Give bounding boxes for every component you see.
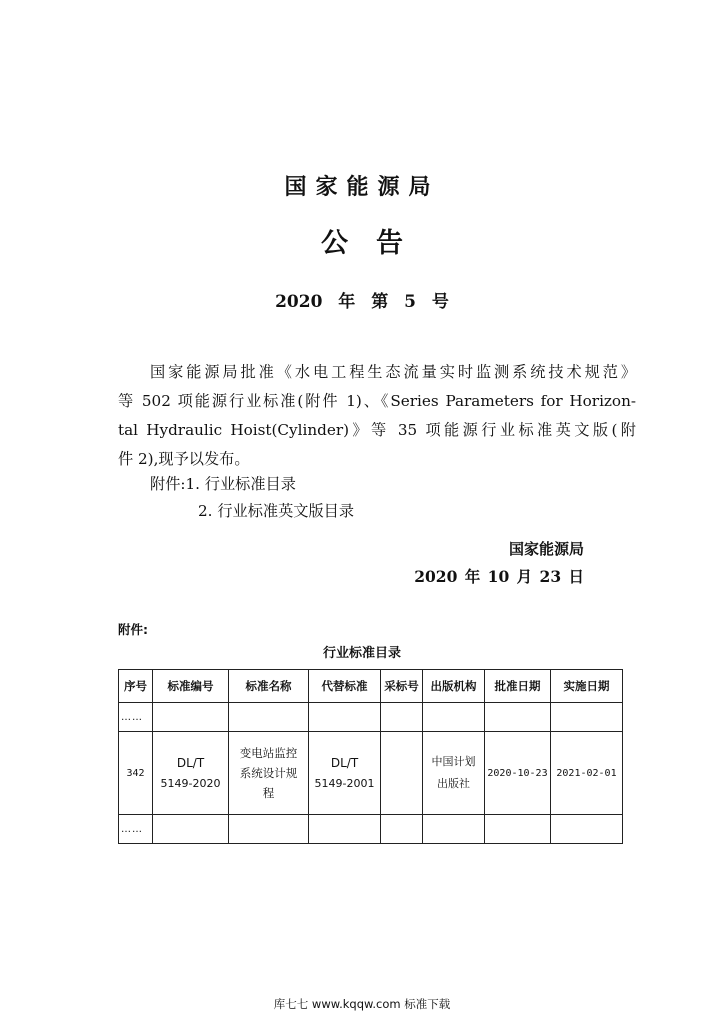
signature-date: 2020 年 10 月 23 日 xyxy=(414,567,584,586)
empty-cell xyxy=(309,703,381,732)
empty-cell xyxy=(485,703,551,732)
table-header-row xyxy=(119,670,623,703)
empty-cell xyxy=(381,815,423,844)
empty-cell xyxy=(485,815,551,844)
column-header-adopted: 采标号 xyxy=(381,670,423,703)
cell-publisher-line-1: 中国计划 xyxy=(431,755,476,768)
cell-name-line-1: 变电站监控 xyxy=(239,746,298,760)
cell-publisher-line-2: 出版社 xyxy=(437,777,470,790)
column-header-effective-date: 实施日期 xyxy=(551,670,623,703)
issuing-authority-title: 国家能源局 xyxy=(284,175,440,200)
column-header-code: 标准编号 xyxy=(153,670,229,703)
attachment-label: 附件: xyxy=(118,622,148,637)
empty-cell xyxy=(551,815,623,844)
empty-cell xyxy=(153,703,229,732)
empty-cell xyxy=(551,703,623,732)
table-row-ellipsis-top xyxy=(119,703,623,732)
column-header-no: 序号 xyxy=(119,670,153,703)
column-header-publisher: 出版机构 xyxy=(423,670,485,703)
body-line-2: 等 502 项能源行业标准(附件 1)、《Series Parameters for Horizon- xyxy=(118,392,636,410)
cell-replaces-line-1: DL/T xyxy=(330,756,359,770)
body-line-4: 件 2),现予以发布。 xyxy=(118,450,250,468)
column-header-name: 标准名称 xyxy=(229,670,309,703)
cell-adopted xyxy=(381,732,423,815)
attachment-item-1: 附件:1. 行业标准目录 xyxy=(150,475,296,493)
column-header-replaces: 代替标准 xyxy=(309,670,381,703)
column-header-approval-date: 批准日期 xyxy=(485,670,551,703)
standards-table xyxy=(118,669,623,844)
empty-cell xyxy=(229,703,309,732)
body-line-3: tal Hydraulic Hoist(Cylinder)》等 35 项能源行业标准英文版(附 xyxy=(118,421,636,439)
cell-approval-date: 2020-10-23 xyxy=(485,732,551,815)
body-line-1: 国家能源局批准《水电工程生态流量实时监测系统技术规范》 xyxy=(150,363,636,381)
cell-publisher xyxy=(423,732,485,815)
cell-replaces xyxy=(309,732,381,815)
table-row-ellipsis-bottom xyxy=(119,815,623,844)
empty-cell xyxy=(153,815,229,844)
issue-number: 2020 年 第 5 号 xyxy=(275,292,449,312)
empty-cell xyxy=(423,703,485,732)
cell-name-line-3: 程 xyxy=(262,786,275,800)
cell-name-line-2: 系统设计规 xyxy=(239,766,298,780)
cell-code-line-2: 5149-2020 xyxy=(160,777,221,790)
empty-cell xyxy=(423,815,485,844)
empty-cell xyxy=(309,815,381,844)
cell-code xyxy=(153,732,229,815)
document-type-title: 公告 xyxy=(321,228,431,259)
cell-replaces-line-2: 5149-2001 xyxy=(314,777,375,790)
empty-cell xyxy=(229,815,309,844)
cell-code-line-1: DL/T xyxy=(176,756,205,770)
cell-no: 342 xyxy=(119,732,153,815)
ellipsis-cell: …… xyxy=(119,815,153,844)
ellipsis-cell: …… xyxy=(119,703,153,732)
footer-watermark-text: 库七七 www.kqqw.com 标准下载 xyxy=(273,997,451,1011)
empty-cell xyxy=(381,703,423,732)
attachment-item-2: 2. 行业标准英文版目录 xyxy=(198,502,355,520)
table-row xyxy=(119,732,623,815)
cell-name xyxy=(229,732,309,815)
cell-effective-date: 2021-02-01 xyxy=(551,732,623,815)
table-title: 行业标准目录 xyxy=(322,646,401,661)
signature-org: 国家能源局 xyxy=(508,540,584,558)
